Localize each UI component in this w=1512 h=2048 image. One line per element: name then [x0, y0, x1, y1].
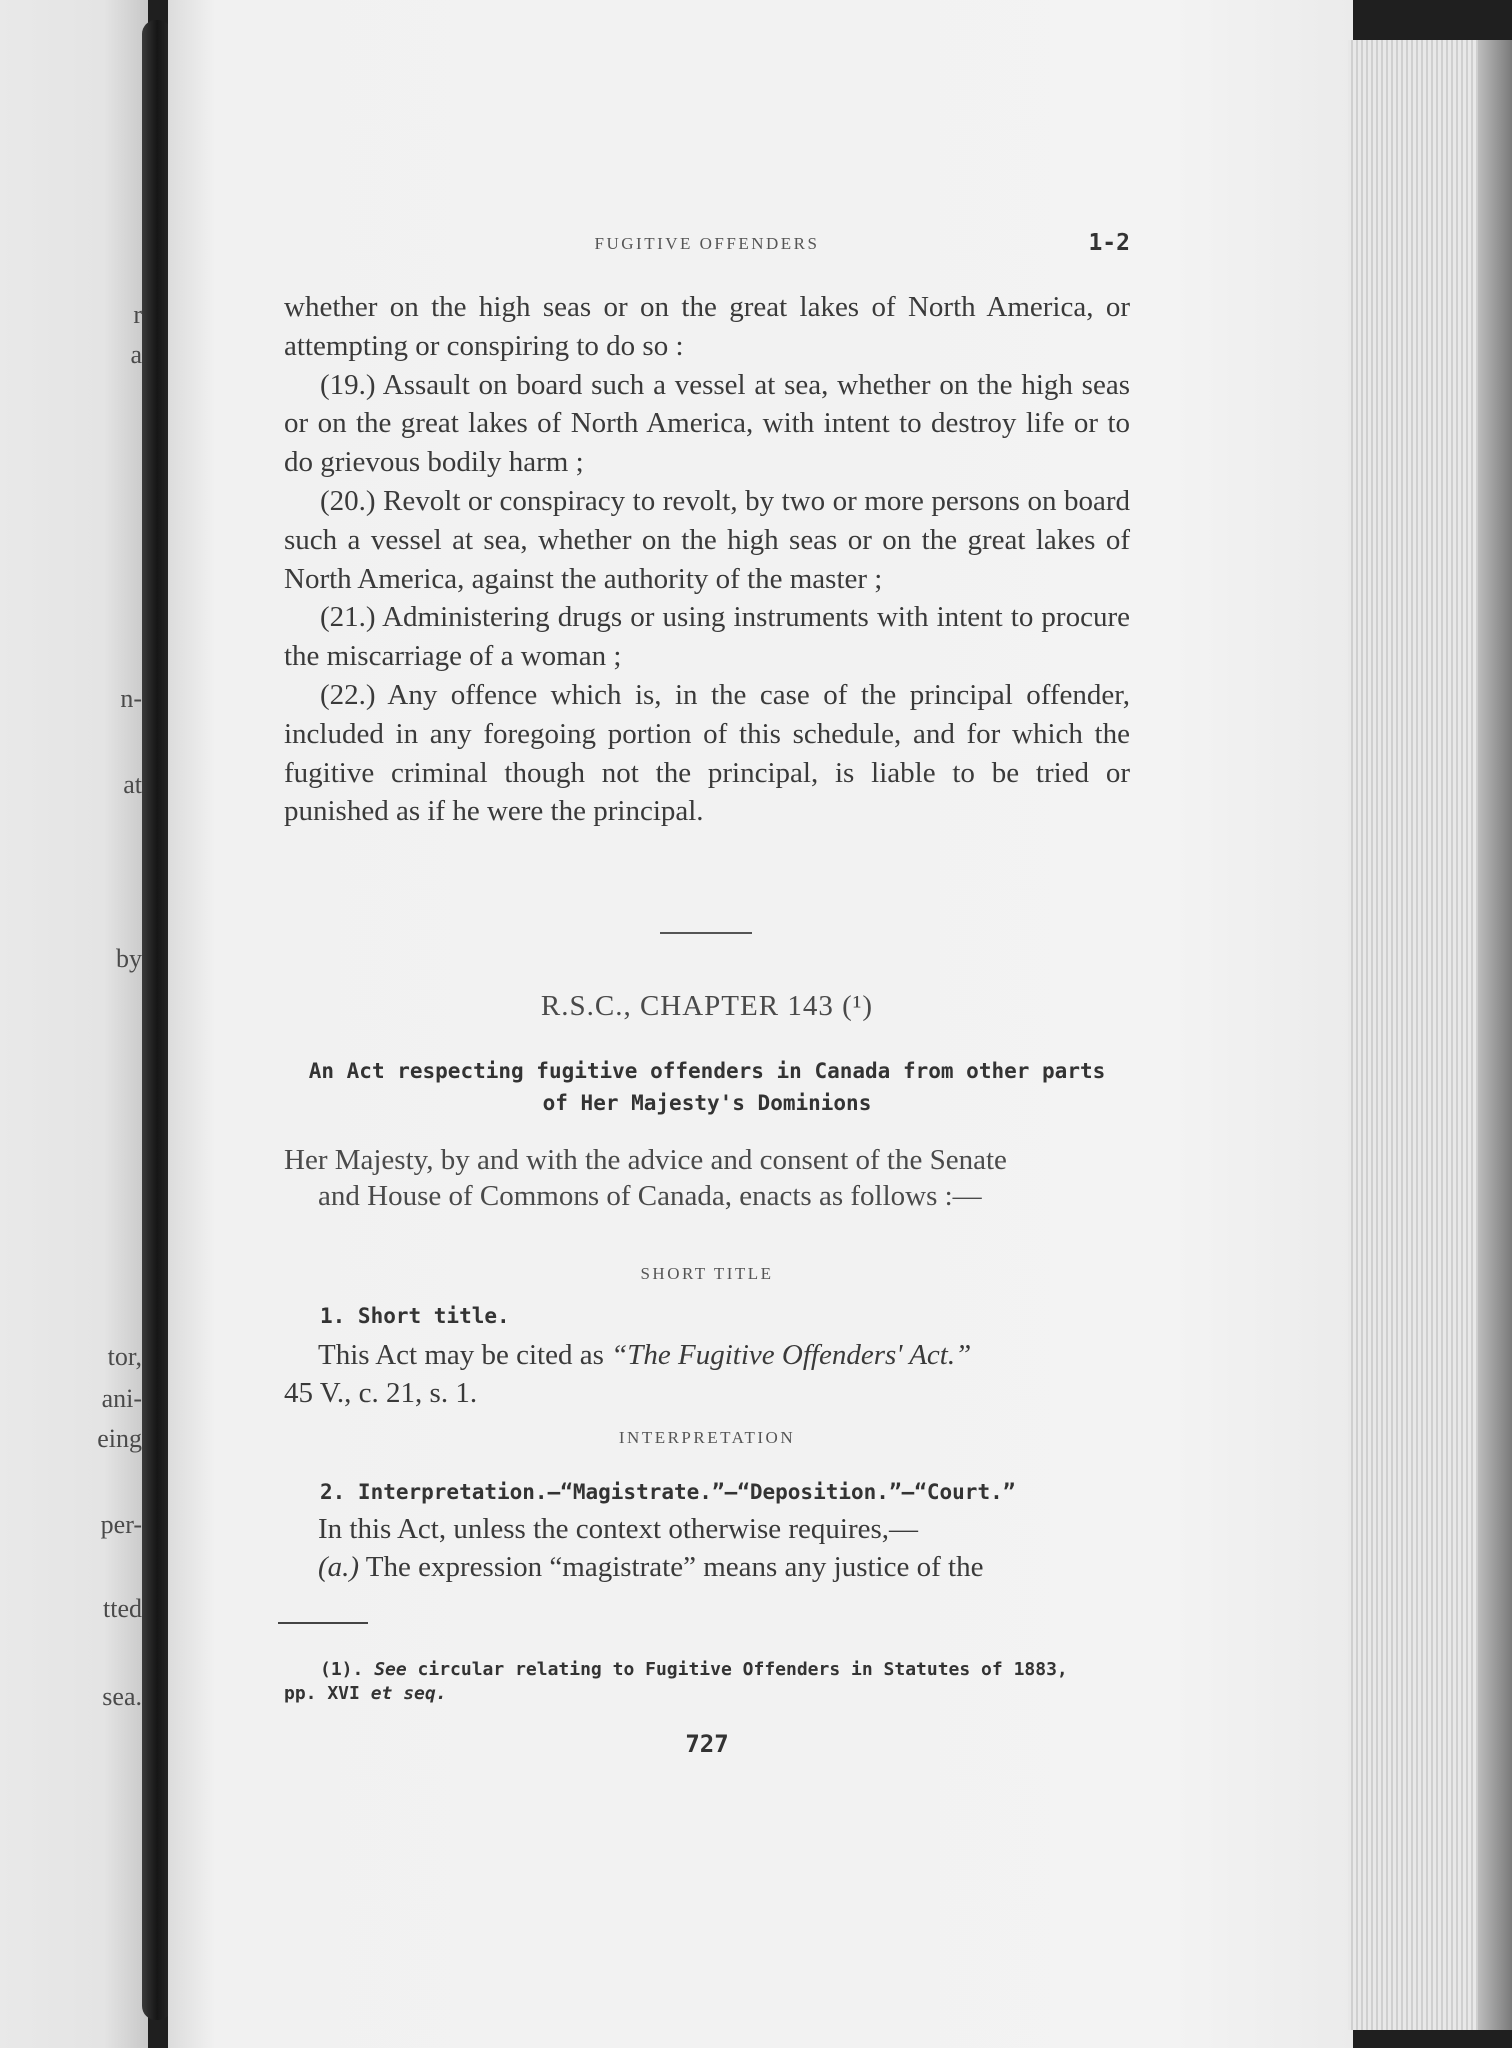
left-page-fragment: n-	[120, 684, 142, 713]
schedule-paragraph: (20.) Revolt or conspiracy to revolt, by two or more persons on board such a vessel at sea, whether on the high seas or on the great lakes of North America, against the authority of the master ;	[284, 484, 1130, 595]
act-title-line: of Her Majesty's Dominions	[542, 1091, 872, 1115]
footnote-pages: pp. XVI	[284, 1683, 371, 1704]
left-page-fragment: eing	[97, 1424, 142, 1453]
section-heading-short-title: SHORT TITLE	[640, 1264, 774, 1283]
footnote-text: circular relating to Fugitive Offenders in Statutes of 1883,	[406, 1659, 1068, 1680]
facing-page-left	[0, 0, 148, 2048]
left-page-fragment: by	[116, 944, 142, 973]
enacting-clause	[284, 1142, 1130, 1214]
footnote-see: See	[374, 1659, 407, 1680]
short-title-paragraph	[284, 1336, 1130, 1412]
section-divider	[660, 932, 752, 934]
schedule-continuation	[284, 288, 1130, 831]
running-title: FUGITIVE OFFENDERS	[594, 234, 820, 253]
interpretation-intro: In this Act, unless the context otherwise requires,—	[318, 1513, 919, 1545]
section-heading-interpretation: INTERPRETATION	[618, 1428, 796, 1447]
footnote-marker: (1).	[320, 1659, 375, 1680]
short-title-text: This Act may be cited as	[318, 1339, 612, 1371]
chapter-heading: R.S.C., CHAPTER 143 (¹)	[540, 990, 874, 1022]
left-page-fragment: tted	[103, 1594, 142, 1623]
left-page-fragment: sea.	[102, 1682, 142, 1711]
act-title	[284, 1055, 1130, 1119]
schedule-paragraph: whether on the high seas or on the great lakes of North America, or attempting or conspiring to do so :	[284, 291, 1130, 362]
left-page-fragment: r	[133, 300, 142, 329]
left-page-fragment: a	[130, 340, 142, 369]
left-page-fragment: at	[123, 770, 142, 799]
left-page-fragment: ani-	[101, 1384, 142, 1413]
cited-act-name: “The Fugitive Offenders' Act.”	[611, 1339, 972, 1371]
enacting-line: Her Majesty, by and with the advice and consent of the Senate	[284, 1144, 1007, 1176]
footnote	[284, 1658, 1130, 1706]
left-page-fragment: per-	[100, 1510, 142, 1539]
schedule-paragraph: (21.) Administering drugs or using instruments with intent to procure the miscarriage of a woman ;	[284, 601, 1130, 673]
section-number: 1-2	[1088, 230, 1130, 256]
act-title-line: An Act respecting fugitive offenders in Canada from other parts	[308, 1059, 1106, 1083]
side-heading-short-title: 1. Short title.	[320, 1304, 510, 1328]
schedule-paragraph: (22.) Any offence which is, in the case of the principal offender, included in any foregoing portion of this schedule, and for which the fugitive criminal though not the principal, is liable to be tried or punished as if he were the principal.	[284, 678, 1130, 828]
footnote-et-seq: et seq.	[370, 1683, 447, 1704]
side-heading-interpretation: 2. Interpretation.—“Magistrate.”—“Deposition.”—“Court.”	[320, 1480, 1016, 1504]
clause-label: (a.)	[318, 1551, 360, 1583]
footnote-rule	[278, 1622, 368, 1624]
interpretation-paragraph	[284, 1510, 1130, 1586]
schedule-paragraph: (19.) Assault on board such a vessel at sea, whether on the high seas or on the great lakes of North America, with intent to destroy life or to do grievous bodily harm ;	[284, 368, 1130, 479]
clause-text: The expression “magistrate” means any justice of the	[359, 1551, 984, 1583]
citation: 45 V., c. 21, s. 1.	[284, 1377, 478, 1409]
running-head	[284, 230, 1130, 274]
enacting-line: and House of Commons of Canada, enacts as follows :—	[318, 1180, 982, 1212]
left-page-fragment: tor,	[107, 1342, 142, 1371]
page-edges-shadow	[1478, 40, 1512, 2030]
page-number: 727	[685, 1730, 729, 1758]
